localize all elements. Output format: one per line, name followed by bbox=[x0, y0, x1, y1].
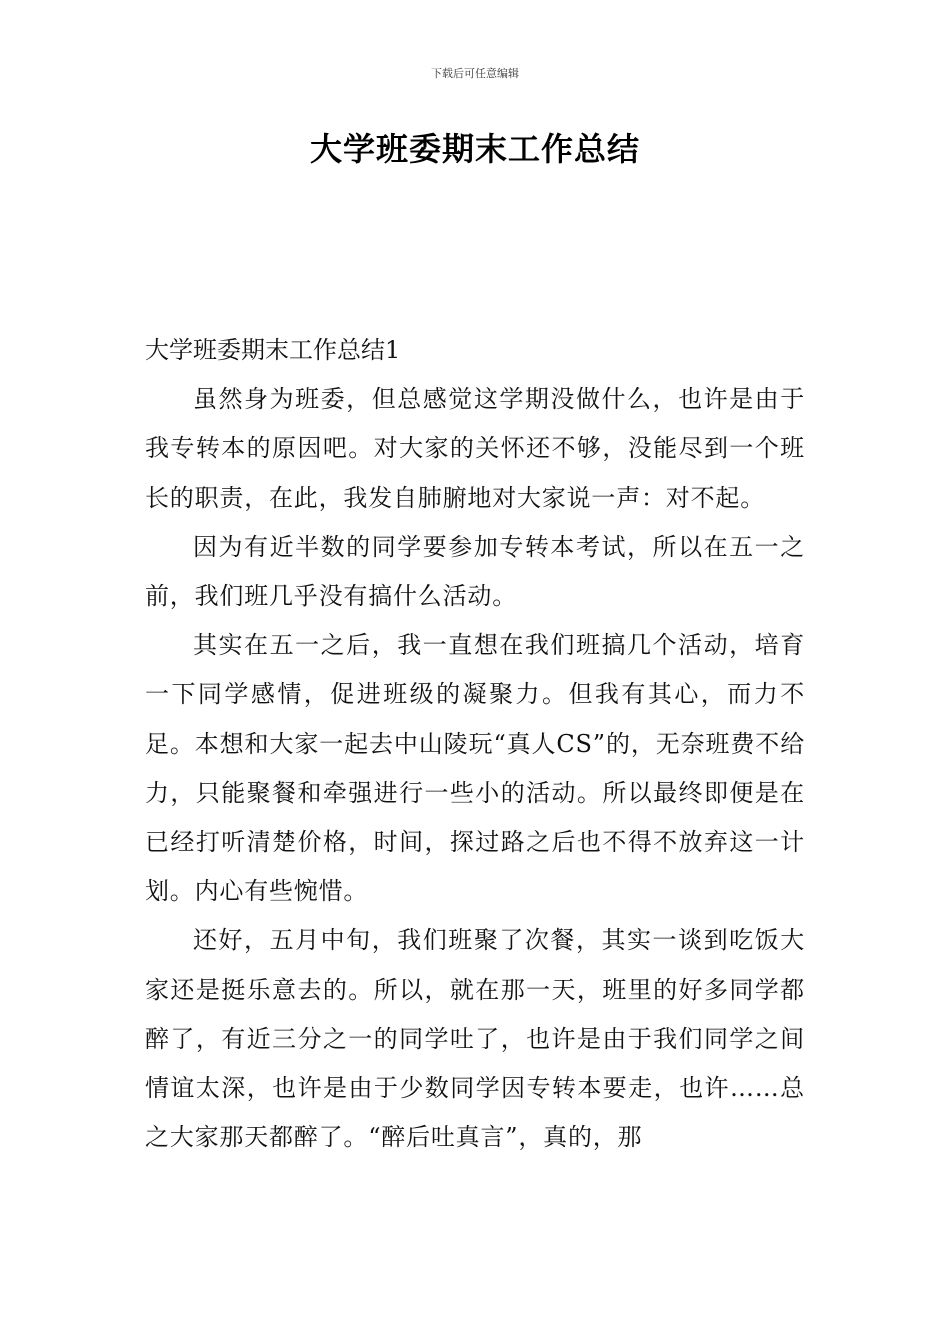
paragraph-4: 还好，五月中旬，我们班聚了次餐，其实一谈到吃饭大家还是挺乐意去的。所以，就在那一天，班里的好多同学都醉了，有近三分之一的同学吐了，也许是由于我们同学之间情谊太深，也许是由于少数同学因专转本要走，也许……总之大家那天都醉了。“醉后吐真言”，真的，那 bbox=[145, 926, 805, 1152]
paragraph-3: 其实在五一之后，我一直想在我们班搞几个活动，培育一下同学感情，促进班级的凝聚力。但我有其心，而力不足。本想和大家一起去中山陵玩“真人CS”的，无奈班费不给力，只能聚餐和牵强进行一些小的活动。所以最终即便是在已经打听清楚价格，时间，探过路之后也不得不放弃这一计划。内心有些惋惜。 bbox=[145, 631, 805, 906]
paragraph-1: 虽然身为班委，但总感觉这学期没做什么，也许是由于我专转本的原因吧。对大家的关怀还不够，没能尽到一个班长的职责，在此，我发自肺腑地对大家说一声：对不起。 bbox=[145, 385, 805, 512]
header-note: 下载后可任意编辑 bbox=[431, 67, 519, 80]
document-body bbox=[145, 326, 805, 1162]
paragraph-2: 因为有近半数的同学要参加专转本考试，所以在五一之前，我们班几乎没有搞什么活动。 bbox=[145, 532, 805, 611]
section-heading: 大学班委期末工作总结1 bbox=[145, 336, 401, 364]
document-title: 大学班委期末工作总结 bbox=[309, 130, 640, 168]
